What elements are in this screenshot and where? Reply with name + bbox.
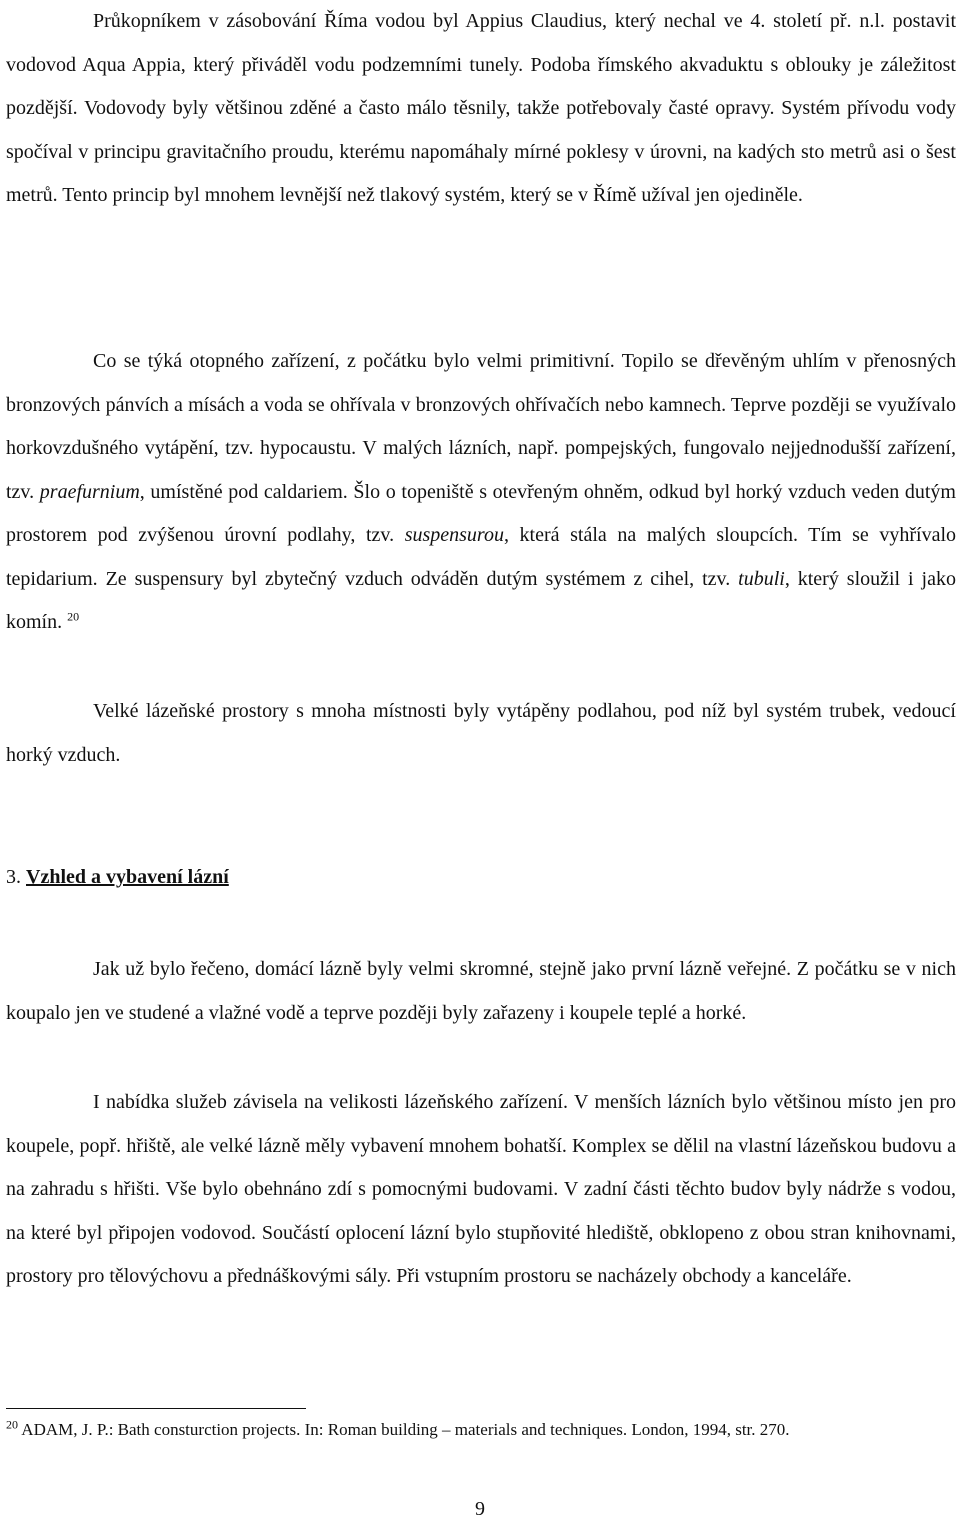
paragraph-floor-heating: Velké lázeňské prostory s mnoha místnosti byly vytápěny podlahou, pod níž byl systém trubek, vedoucí horký vzduch. — [6, 700, 956, 766]
paragraph-heating-text-d: , který sloužil i jako komín. — [6, 567, 956, 633]
paragraph-heating-text-b: , umístěné pod caldariem. Šlo o topeniště s otevřeným ohněm, odkud byl horký vzduch veden dutým prostorem pod zvýšenou úrovní podlahy, tzv. — [6, 480, 956, 546]
term-tubuli: tubuli — [738, 567, 785, 590]
footnote-marker: 20 — [6, 1417, 18, 1432]
footnote-reference[interactable]: 20 — [67, 609, 80, 624]
footnote-separator — [6, 1408, 306, 1409]
paragraph-heating-text-a: Co se týká otopného zařízení, z počátku bylo velmi primitivní. Topilo se dřevěným uhlím v přenosných bronzových pánvích a mísách a voda se ohřívala v bronzových ohřívačích nebo kamnech. Teprve později se využívalo horkovzdušného vytápění, tzv. hypocaustu. V malých lázních, např. pompejských, fungovalo nejjednodušší zařízení, tzv. — [6, 350, 956, 503]
footnote — [6, 1418, 946, 1441]
page-number: 9 — [475, 1498, 485, 1520]
section-heading — [6, 866, 229, 889]
paragraph-services: I nabídka služeb závisela na velikosti lázeňského zařízení. V menších lázních bylo většinou místo jen pro koupele, popř. hřiště, ale velké lázně měly vybavení mnohem bohatší. Komplex se dělil na vlastní lázeňskou budovu a na zahradu s hřišti. Vše bylo obehnáno zdí s pomocnými budovami. V zadní části těchto budov byly nádrže s vodou, na které byl připojen vodovod. Součástí oplocení lázní bylo stupňovité hlediště, obklopeno z obou stran knihovnami, prostory pro tělovýchovu a přednáškovými sály. Při vstupním prostoru se nacházely obchody a kanceláře. — [6, 1091, 956, 1287]
term-praefurnium: praefurnium — [39, 480, 140, 503]
footnote-text: ADAM, J. P.: Bath consturction projects. In: Roman building – materials and techniques. London, 1994, str. 270. — [18, 1420, 790, 1439]
paragraph-heating-text-c: , která stála na malých sloupcích. Tím se vyhřívalo tepidarium. Ze suspensury byl zbytečný vzduch odváděn dutým systémem z cihel, tzv. — [6, 524, 957, 590]
paragraph-domestic-baths: Jak už bylo řečeno, domácí lázně byly velmi skromné, stejně jako první lázně veřejné. Z počátku se v nich koupalo jen ve studené a vlažné vodě a teprve později byly zařazeny i koupele teplé a horké. — [6, 958, 956, 1024]
paragraph-aqueducts: Průkopníkem v zásobování Říma vodou byl Appius Claudius, který nechal ve 4. století př. n.l. postavit vodovod Aqua Appia, který přiváděl vodu podzemními tunely. Podoba římského akvaduktu s oblouky je záležitost pozdější. Vodovody byly většinou zděné a často málo těsnily, takže potřebovaly časté opravy. Systém přívodu vody spočíval v principu gravitačního proudu, kterému napomáhaly mírné poklesy v úrovni, na kadých sto metrů asi o šest metrů. Tento princip byl mnohem levnější než tlakový systém, který se v Římě užíval jen ojediněle. — [6, 10, 956, 206]
paragraph-heating — [6, 340, 956, 645]
section-title: Vzhled a vybavení lázní — [26, 866, 229, 888]
term-suspensura: suspensurou — [404, 524, 504, 546]
section-number: 3. — [6, 866, 26, 888]
